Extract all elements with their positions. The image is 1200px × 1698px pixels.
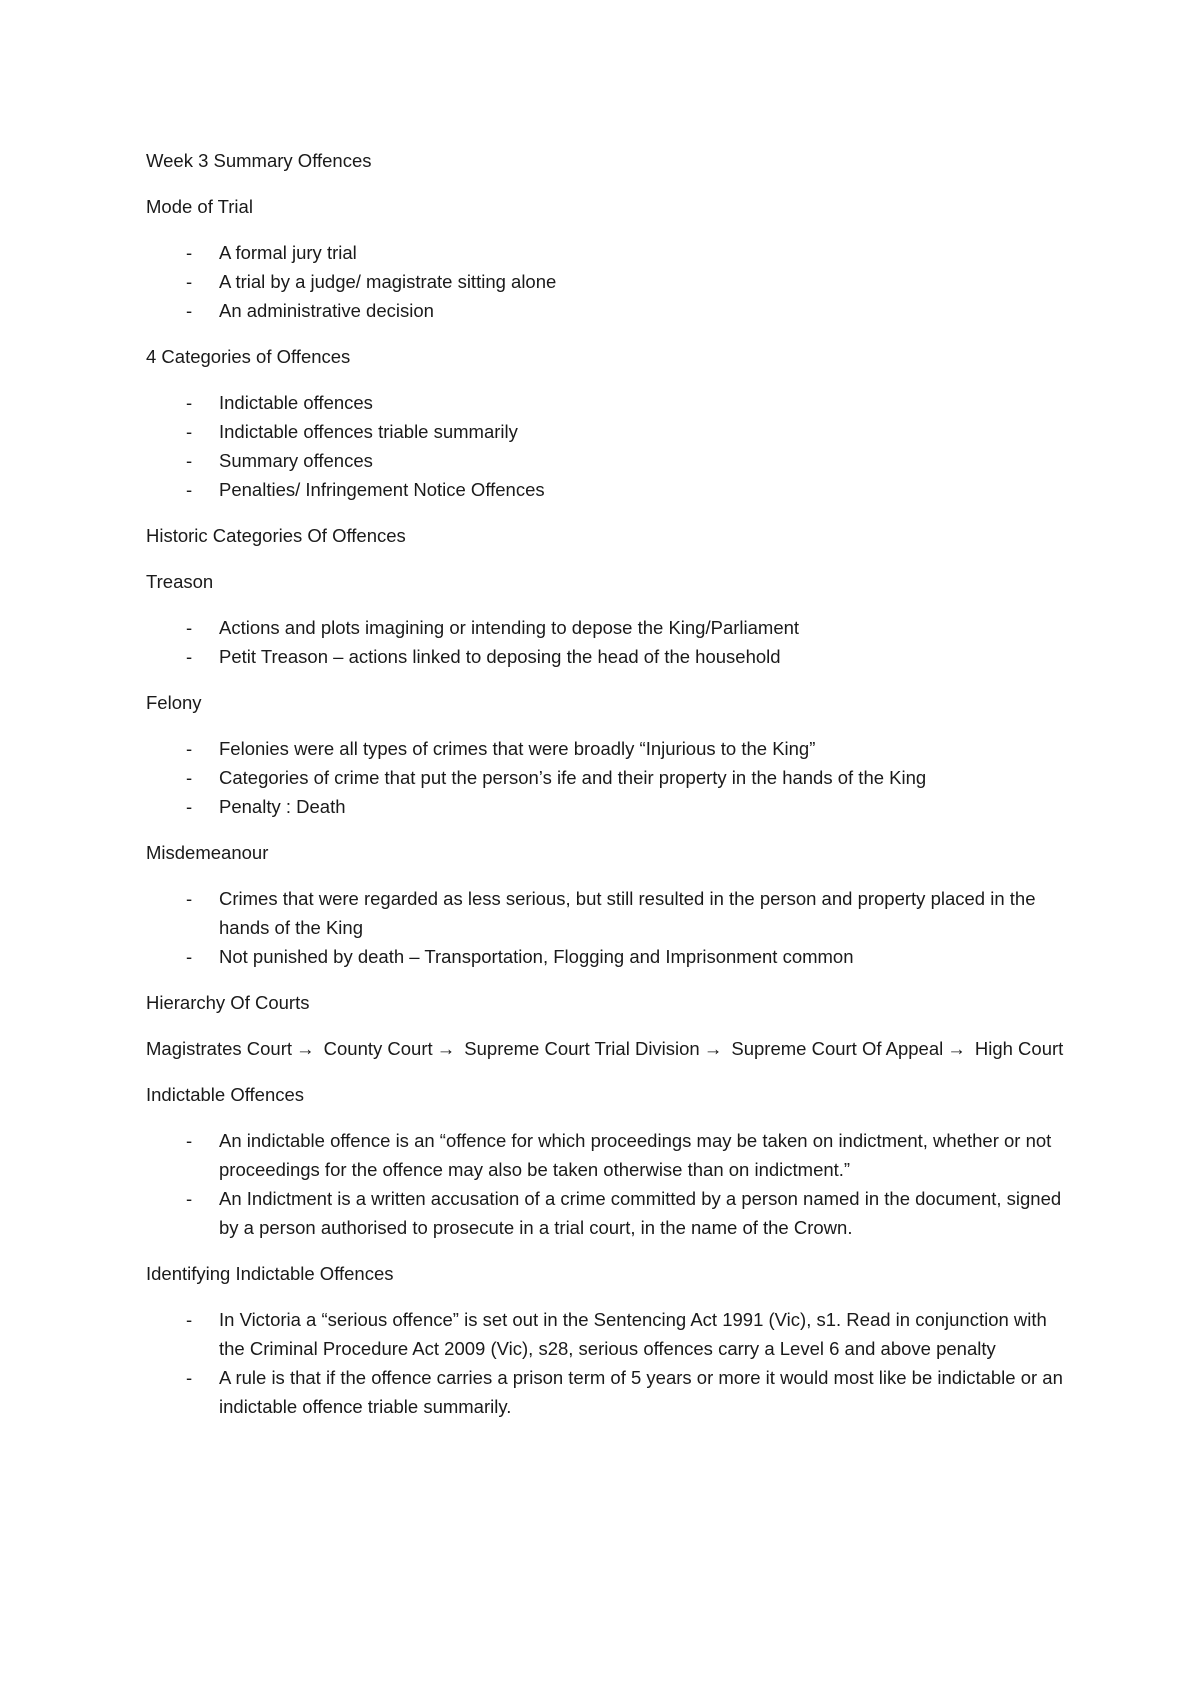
bullet-list [146, 238, 1066, 325]
dash-bullet: - [186, 421, 193, 442]
sections-before [146, 192, 1066, 1017]
sections-after [146, 1080, 1066, 1421]
list-item-text: Petit Treason – actions linked to deposing the head of the household [219, 646, 781, 667]
arrow-right-icon: → [436, 1038, 456, 1059]
dash-bullet: - [186, 392, 193, 413]
list-item [146, 475, 1066, 504]
dash-bullet: - [186, 450, 193, 471]
list-item-text: Felonies were all types of crimes that were broadly “Injurious to the King” [219, 738, 816, 759]
list-item-text: An administrative decision [219, 300, 434, 321]
list-item [146, 792, 1066, 821]
dash-bullet: - [186, 767, 193, 788]
list-item [146, 613, 1066, 642]
dash-bullet: - [186, 888, 193, 909]
list-item [146, 884, 1066, 942]
list-item [146, 942, 1066, 971]
list-item-text: Summary offences [219, 450, 373, 471]
list-item [146, 296, 1066, 325]
section-heading: Indictable Offences [146, 1084, 305, 1105]
list-item [146, 267, 1066, 296]
bullet-list [146, 884, 1066, 971]
section-heading: 4 Categories of Offences [146, 346, 351, 367]
list-item-text: Crimes that were regarded as less serious, but still resulted in the person and property placed in the hands of the King [219, 888, 1036, 938]
dash-bullet: - [186, 271, 193, 292]
dash-bullet: - [186, 479, 193, 500]
list-item-text: In Victoria a “serious offence” is set out in the Sentencing Act 1991 (Vic), s1. Read in conjunction with the Criminal Procedure Act 2009 (Vic), s28, serious offences carry a Level 6 and above penalty [219, 1309, 1047, 1359]
list-item [146, 446, 1066, 475]
bullet-list [146, 388, 1066, 504]
section-heading: Misdemeanour [146, 842, 269, 863]
section-heading: Felony [146, 692, 202, 713]
court-name: High Court [974, 1038, 1064, 1059]
bullet-list [146, 613, 1066, 671]
list-item-text: Indictable offences [219, 392, 373, 413]
dash-bullet: - [186, 242, 193, 263]
section-heading: Hierarchy Of Courts [146, 992, 310, 1013]
list-item-text: A formal jury trial [219, 242, 357, 263]
dash-bullet: - [186, 1309, 193, 1330]
dash-bullet: - [186, 738, 193, 759]
list-item-text: Indictable offences triable summarily [219, 421, 518, 442]
document-page [146, 146, 1066, 1438]
section-heading: Identifying Indictable Offences [146, 1263, 394, 1284]
arrow-right-icon: → [703, 1038, 723, 1059]
list-item [146, 417, 1066, 446]
list-item [146, 238, 1066, 267]
list-item [146, 388, 1066, 417]
bullet-list [146, 734, 1066, 821]
list-item [146, 1305, 1066, 1363]
list-item-text: An indictable offence is an “offence for which proceedings may be taken on indictment, whether or not proceedings for the offence may also be taken otherwise than on indictment.” [219, 1130, 1052, 1180]
court-name: Supreme Court Trial Division [464, 1038, 700, 1059]
list-item [146, 763, 1066, 792]
list-item-text: A trial by a judge/ magistrate sitting alone [219, 271, 557, 292]
court-name: Magistrates Court [146, 1038, 292, 1059]
list-item [146, 1184, 1066, 1242]
list-item-text: An Indictment is a written accusation of a crime committed by a person named in the document, signed by a person authorised to prosecute in a trial court, in the name of the Crown. [219, 1188, 1062, 1238]
dash-bullet: - [186, 1188, 193, 1209]
dash-bullet: - [186, 1130, 193, 1151]
dash-bullet: - [186, 617, 193, 638]
dash-bullet: - [186, 300, 193, 321]
bullet-list [146, 1305, 1066, 1421]
court-name: County Court [323, 1038, 433, 1059]
court-name: Supreme Court Of Appeal [731, 1038, 944, 1059]
dash-bullet: - [186, 796, 193, 817]
court-hierarchy [146, 1034, 1066, 1063]
list-item [146, 1363, 1066, 1421]
list-item [146, 642, 1066, 671]
list-item-text: Not punished by death – Transportation, Flogging and Imprisonment common [219, 946, 854, 967]
arrow-right-icon: → [947, 1038, 966, 1059]
section-heading: Mode of Trial [146, 196, 253, 217]
dash-bullet: - [186, 1367, 193, 1388]
arrow-right-icon: → [296, 1038, 315, 1059]
list-item-text: Categories of crime that put the person’s ife and their property in the hands of the King [219, 767, 927, 788]
bullet-list [146, 1126, 1066, 1242]
list-item-text: Penalty : Death [219, 796, 346, 817]
section-heading: Historic Categories Of Offences [146, 525, 406, 546]
list-item-text: Actions and plots imagining or intending to depose the King/Parliament [219, 617, 800, 638]
list-item [146, 734, 1066, 763]
section-heading: Treason [146, 571, 214, 592]
dash-bullet: - [186, 946, 193, 967]
list-item-text: Penalties/ Infringement Notice Offences [219, 479, 545, 500]
document-title: Week 3 Summary Offences [146, 150, 372, 171]
dash-bullet: - [186, 646, 193, 667]
list-item-text: A rule is that if the offence carries a prison term of 5 years or more it would most like be indictable or an indictable offence triable summarily. [219, 1367, 1063, 1417]
list-item [146, 1126, 1066, 1184]
